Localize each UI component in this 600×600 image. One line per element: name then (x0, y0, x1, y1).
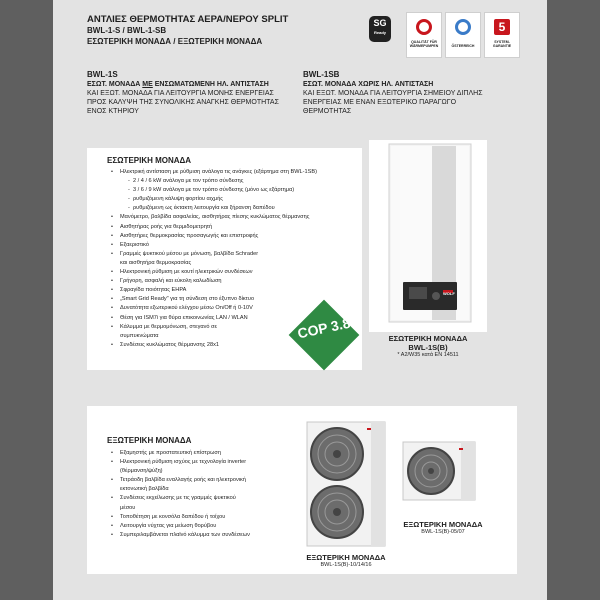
model-desc-line: ΘΕΡΜΟΤΗΤΑΣ (303, 108, 352, 115)
list-item: συμπυκνώματα (120, 332, 159, 339)
list-item: • Τετράοδη βαλβίδα εναλλαγής ροής και ηλεκτρονική (111, 476, 250, 485)
indoor-image-caption (369, 334, 487, 358)
list-item: (θέρμανση/ψύξη) (120, 468, 163, 475)
q-austria-badge (445, 12, 481, 58)
caption-title: ΕΣΩΤΕΡΙΚΗ ΜΟΝΑΔΑ (388, 334, 468, 343)
list-item: • Συνδέσεις κυκλώματος θέρμανσης 28x1 (111, 341, 317, 350)
model-bwl-1s (87, 70, 297, 116)
list-item: μέσου (120, 504, 136, 511)
list-item: • Γρήγορη, ασφαλή και εύκολη καλωδίωση (111, 277, 317, 286)
model-subtitle: ΕΣΩΤ. ΜΟΝΑΔΑ ΧΩΡΙΣ ΗΛ. ΑΝΤΙΣΤΑΣΗ (303, 81, 434, 88)
model-name: BWL-1SB (303, 70, 340, 79)
brochure-page (53, 0, 547, 600)
model-name: BWL-1S (87, 70, 118, 79)
list-item: - ρυθμιζόμενη ως έκτακτη λειτουργία και ξήρανση δαπέδου (111, 204, 317, 213)
list-item: • Θέση για ISM7i για θύρα επικοινωνίας LAN / WLAN (111, 314, 317, 323)
list-item: • Κάλυμμα με θερμομόνωση, στεγανό σε (111, 323, 317, 332)
outdoor-large-caption (291, 553, 401, 568)
sg-logo-text: SG (373, 18, 387, 28)
caption-model: BWL-1S(B)-05/07 (421, 529, 465, 535)
quality-seal-text: QUALITÄT FÜR WÄRMEPUMPEN (409, 40, 439, 48)
model-subtitle-emphasis: ΜΕ (142, 81, 153, 88)
caption-title: ΕΞΩΤΕΡΙΚΗ ΜΟΝΑΔΑ (403, 520, 483, 529)
list-item: • Ηλεκτρονική ρύθμιση με κουτί ηλεκτρικών συνδέσεων (111, 268, 317, 277)
certification-logos (363, 12, 523, 58)
list-item: • Ηλεκτρονική ρύθμιση ισχύος με τεχνολογία inverter (111, 458, 250, 467)
list-item: • Συνδέσεις εκχείλωσης με τις γραμμές ψυκτικού (111, 494, 250, 503)
list-item: - 3 / 6 / 9 kW ανάλογα με τον τρόπο σύνδεσης (μόνο ως εξάρτημα) (111, 186, 317, 195)
list-item: • Εξαεριστικό (111, 241, 317, 250)
system-guarantee-badge (484, 12, 520, 58)
system-guarantee-text: SYSTEM-GARANTIE (492, 40, 512, 48)
quality-seal-icon (416, 19, 432, 35)
caption-title: ΕΞΩΤΕΡΙΚΗ ΜΟΝΑΔΑ (306, 553, 386, 562)
smart-grid-ready-logo (369, 16, 391, 42)
list-item: • Τοποθέτηση με κονσόλα δαπέδου ή τοίχου (111, 513, 250, 522)
sg-logo-subtext: Ready (373, 30, 386, 35)
cop-value: COP 3.8 (296, 314, 352, 342)
outdoor-section-title: ΕΞΩΤΕΡΙΚΗ ΜΟΝΑΔΑ (107, 436, 192, 445)
model-desc-line: ΕΝΕΡΓΕΙΑΣ ΜΕ ΕΝΑΝ ΕΞΩΤΕΡΙΚΟ ΠΑΡΑΓΩΓΟ (303, 99, 457, 106)
model-codes: BWL-1-S / BWL-1-SB (87, 26, 167, 35)
model-desc-line: ΕΝΟΣ ΚΤΗΡΙΟΥ (87, 108, 139, 115)
quality-seal-badge (406, 12, 442, 58)
indoor-section-title: ΕΣΩΤΕΡΙΚΗ ΜΟΝΑΔΑ (107, 156, 192, 165)
model-bwl-1sb (303, 70, 523, 116)
list-item: • Δυνατότητα εξωτερικού ελέγχου μέσω On/Off ή 0-10V (111, 304, 317, 313)
q-logo-icon (455, 19, 471, 35)
indoor-unit-image (369, 140, 487, 332)
outdoor-feature-list (111, 449, 250, 540)
list-item: • Αισθητήρας ροής για θερμιδομετρητή (111, 223, 317, 232)
indoor-panel-brand: WOLF (443, 291, 455, 296)
page-header (87, 14, 347, 47)
outdoor-unit-large-image (301, 418, 391, 550)
list-item: • Γραμμές ψυκτικού μέσου με μόνωση, βαλβίδα Schrader (111, 250, 317, 259)
list-item: • Μανόμετρο, βαλβίδα ασφαλείας, αισθητήρας πίεσης κυκλώματος θέρμανσης (111, 213, 317, 222)
model-subtitle-part: ΕΣΩΤ. ΜΟΝΑΔΑ (87, 81, 143, 88)
q-austria-text: ÖSTERREICH (451, 44, 475, 48)
list-item: • Σφραγίδα ποιότητας EHPA (111, 286, 317, 295)
model-desc-line: ΚΑΙ ΕΞΩΤ. ΜΟΝΑΔΑ ΓΙΑ ΛΕΙΤΟΥΡΓΙΑ ΜΟΝΗΣ ΕΝΕΡΓΕΙΑΣ (87, 90, 274, 97)
model-desc-line: ΠΡΟΣ ΚΑΛΥΨΗ ΤΗΣ ΣΥΝΟΛΙΚΗΣ ΑΝΑΓΚΗΣ ΘΕΡΜΟΤΗΤΑΣ (87, 99, 279, 106)
caption-note: * A2/W35 κατά EN 14511 (397, 352, 459, 358)
list-item: • Εξαμηστής με προστατευτική επίστρωση (111, 449, 250, 458)
indoor-feature-list (111, 168, 317, 350)
list-item: εκτονωτική βαλβίδα (120, 486, 169, 493)
page-title: ΑΝΤΛΙΕΣ ΘΕΡΜΟΤΗΤΑΣ ΑΕΡΑ/ΝΕΡΟΥ SPLIT (87, 14, 289, 25)
model-subtitle (87, 80, 297, 89)
outdoor-small-caption (393, 520, 493, 535)
list-item: - 2 / 4 / 6 kW ανάλογα με τον τρόπο σύνδεσης (111, 177, 317, 186)
list-item: • Συμπεριλαμβάνεται πλαϊνό κάλυμμα των συνδέσεων (111, 531, 250, 540)
model-desc-line: ΚΑΙ ΕΞΩΤ. ΜΟΝΑΔΑ ΓΙΑ ΛΕΙΤΟΥΡΓΙΑ ΣΗΜΕΙΟΥ ΔΙΠΛΗΣ (303, 90, 483, 97)
page-subtitle: ΕΣΩΤΕΡΙΚΗ ΜΟΝΑΔΑ / ΕΞΩΤΕΡΙΚΗ ΜΟΝΑΔΑ (87, 37, 263, 46)
model-subtitle-part: ΕΝΣΩΜΑΤΩΜΕΝΗ ΗΛ. ΑΝΤΙΣΤΑΣΗ (152, 81, 269, 88)
list-item: και αισθητήρα θερμοκρασίας (120, 259, 192, 266)
caption-model: BWL-1S(B) (408, 343, 448, 352)
list-item: • Ηλεκτρική αντίσταση με ρύθμιση ανάλογα τις ανάγκες (εξάρτημα στη BWL-1SB) (111, 168, 317, 177)
outdoor-unit-small-image (399, 438, 481, 508)
list-item: - ρυθμιζόμενη κάλυψη φορτίου αιχμής (111, 195, 317, 204)
caption-model: BWL-1S(B)-10/14/16 (320, 562, 372, 568)
list-item: • „Smart Grid Ready" για τη σύνδεση στο έξυπνο δίκτυο (111, 295, 317, 304)
list-item: • Αισθητήρες θερμοκρασίας προσαγωγής και επιστροφής (111, 232, 317, 241)
list-item: • Λειτουργία νύχτας για μείωση θορύβου (111, 522, 250, 531)
five-years-icon: 5 (494, 19, 510, 35)
